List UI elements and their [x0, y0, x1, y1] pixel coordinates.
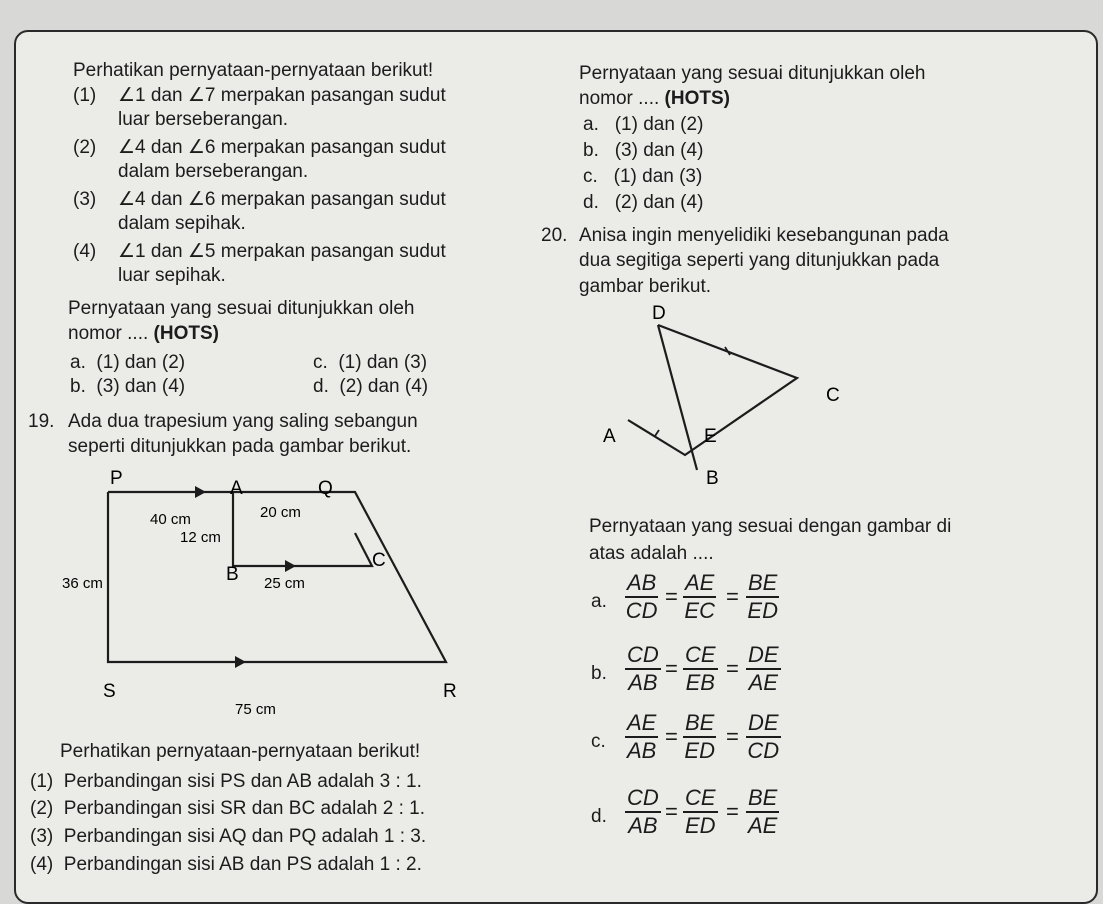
- label-A2: A: [603, 426, 616, 447]
- q19-line1: Ada dua trapesium yang saling sebangun: [68, 411, 418, 432]
- q20-a-frac1: [625, 570, 658, 624]
- len-36: 36 cm: [62, 575, 103, 592]
- q20-d-f2-num: CE: [683, 785, 718, 813]
- q19-stmt-1: [30, 771, 422, 793]
- q20-line3: gambar berikut.: [579, 276, 712, 297]
- label-A: A: [230, 478, 243, 499]
- q19-stmt-4-num: (4): [30, 854, 54, 875]
- q20-a-f3-den: ED: [747, 598, 778, 623]
- q20-c-f3-num: DE: [746, 710, 781, 738]
- right-option-b-text: (3) dan (4): [614, 140, 704, 161]
- q20-d-f3-num: BE: [746, 785, 779, 813]
- q20-c-f1-num: AE: [625, 710, 658, 738]
- equals-sign: =: [726, 656, 739, 681]
- left-stmt-2-num: (2): [73, 137, 97, 158]
- right-question-prefix: nomor ....: [579, 88, 665, 109]
- q20-b-frac3: [746, 642, 781, 696]
- left-question-hots: (HOTS): [153, 323, 219, 344]
- arrow-mark-pq: [195, 486, 206, 498]
- left-intro: Perhatikan pernyataan-pernyataan berikut!: [73, 60, 434, 81]
- q20-b-f2-num: CE: [683, 642, 718, 670]
- q20-b-frac1: [625, 642, 661, 696]
- equals-sign: =: [665, 724, 678, 749]
- q20-d-f3-den: AE: [748, 813, 778, 838]
- q20-c-f2-den: ED: [684, 738, 715, 763]
- q20-d-frac3: [746, 785, 779, 839]
- q20-a-f1-num: AB: [625, 570, 658, 598]
- left-stmt-1-line1: ∠1 dan ∠7 merpakan pasangan sudut: [118, 85, 446, 106]
- q19-stmt-4-text: Perbandingan sisi AB dan PS adalah 1 : 2.: [63, 854, 422, 875]
- q19-intro: Perhatikan pernyataan-pernyataan berikut!: [60, 741, 421, 762]
- left-option-a-letter: a.: [70, 352, 86, 373]
- left-question-line1: Pernyataan yang sesuai ditunjukkan oleh: [68, 298, 415, 319]
- q20-option-b-letter[interactable]: b.: [591, 663, 607, 684]
- q20-option-a-letter[interactable]: a.: [591, 591, 607, 612]
- len-20: 20 cm: [260, 504, 301, 521]
- q19-stmt-3-text: Perbandingan sisi AQ dan PQ adalah 1 : 3.: [63, 826, 427, 847]
- q20-a-f2-den: EC: [684, 598, 715, 623]
- label-Q: Q: [318, 478, 333, 499]
- q20-b-f1-num: CD: [625, 642, 661, 670]
- left-stmt-3-num: (3): [73, 189, 97, 210]
- label-B2: B: [706, 468, 719, 489]
- q20-a-f3-num: BE: [746, 570, 779, 598]
- left-option-c-text: (1) dan (3): [338, 352, 428, 373]
- left-option-d-letter: d.: [313, 376, 329, 397]
- q19-stmt-4: [30, 854, 422, 876]
- left-question-prefix: nomor ....: [68, 323, 154, 344]
- q20-a-f1-den: CD: [625, 598, 658, 623]
- q20-a-frac3: [746, 570, 779, 624]
- q20-b-frac2: [683, 642, 718, 696]
- left-option-b-letter: b.: [70, 376, 86, 397]
- q19-number: 19.: [28, 411, 55, 432]
- left-option-c-letter: c.: [313, 352, 328, 373]
- right-option-c-text: (1) dan (3): [613, 166, 703, 187]
- q19-stmt-2: [30, 798, 425, 820]
- equals-sign: =: [726, 584, 739, 609]
- label-B: B: [226, 564, 239, 585]
- label-C2: C: [826, 385, 840, 406]
- right-option-b-letter: b.: [583, 140, 599, 161]
- q19-stmt-2-num: (2): [30, 798, 54, 819]
- q20-question-line2: atas adalah ....: [589, 543, 714, 564]
- q19-stmt-3: [30, 826, 426, 848]
- q20-c-frac1: [625, 710, 658, 764]
- left-stmt-2-line2: dalam berseberangan.: [118, 161, 309, 182]
- inner-trapezoid: [233, 492, 372, 566]
- q20-triangle-figure: [570, 290, 870, 490]
- len-12: 12 cm: [180, 529, 221, 546]
- q20-c-f1-den: AB: [627, 738, 657, 763]
- right-option-d-text: (2) dan (4): [614, 192, 704, 213]
- q20-number: 20.: [541, 225, 568, 246]
- q20-a-frac2: [683, 570, 716, 624]
- right-option-a-text: (1) dan (2): [614, 114, 704, 135]
- q20-option-d-letter[interactable]: d.: [591, 806, 607, 827]
- right-option-d-letter: d.: [583, 192, 599, 213]
- right-option-c-letter: c.: [583, 166, 598, 187]
- equals-sign: =: [665, 656, 678, 681]
- label-R: R: [443, 681, 457, 702]
- len-25: 25 cm: [264, 575, 305, 592]
- left-stmt-4-line2: luar sepihak.: [118, 265, 226, 286]
- equals-sign: =: [726, 799, 739, 824]
- q20-b-f3-num: DE: [746, 642, 781, 670]
- label-P: P: [110, 468, 123, 489]
- q20-c-f2-num: BE: [683, 710, 716, 738]
- q20-d-f1-num: CD: [625, 785, 661, 813]
- q20-line2: dua segitiga seperti yang ditunjukkan pada: [579, 250, 940, 271]
- q20-b-f2-den: EB: [685, 670, 715, 695]
- q19-stmt-3-num: (3): [30, 826, 54, 847]
- equals-sign: =: [665, 799, 678, 824]
- len-40: 40 cm: [150, 511, 191, 528]
- left-stmt-1-line2: luar berseberangan.: [118, 109, 289, 130]
- q20-line1: Anisa ingin menyelidiki kesebangunan pada: [579, 225, 949, 246]
- label-S: S: [103, 681, 116, 702]
- left-option-a-text: (1) dan (2): [96, 352, 186, 373]
- q19-stmt-1-num: (1): [30, 771, 54, 792]
- right-option-a-letter: a.: [583, 114, 599, 135]
- q20-c-frac2: [683, 710, 716, 764]
- q20-a-f2-num: AE: [683, 570, 716, 598]
- q19-stmt-2-text: Perbandingan sisi SR dan BC adalah 2 : 1.: [63, 798, 426, 819]
- label-E: E: [704, 426, 717, 447]
- left-option-b-text: (3) dan (4): [96, 376, 186, 397]
- q20-question-line1: Pernyataan yang sesuai dengan gambar di: [589, 516, 952, 537]
- line-db: [658, 325, 697, 470]
- q20-d-f2-den: ED: [685, 813, 716, 838]
- left-stmt-2-line1: ∠4 dan ∠6 merpakan pasangan sudut: [118, 137, 446, 158]
- right-question-hots: (HOTS): [664, 88, 730, 109]
- left-stmt-3-line2: dalam sepihak.: [118, 213, 246, 234]
- label-D: D: [652, 303, 666, 324]
- right-option-b[interactable]: [583, 140, 703, 162]
- q20-d-frac1: [625, 785, 661, 839]
- right-option-c[interactable]: [583, 166, 702, 188]
- q20-d-frac2: [683, 785, 718, 839]
- right-option-d[interactable]: [583, 192, 703, 214]
- right-question-line1: Pernyataan yang sesuai ditunjukkan oleh: [579, 63, 926, 84]
- tick-ae: [655, 430, 659, 436]
- equals-sign: =: [665, 584, 678, 609]
- right-option-a[interactable]: [583, 114, 703, 136]
- q20-option-c-letter[interactable]: c.: [591, 731, 606, 752]
- q20-d-f1-den: AB: [628, 813, 658, 838]
- label-C: C: [372, 550, 386, 571]
- q20-c-f3-den: CD: [747, 738, 780, 763]
- equals-sign: =: [726, 724, 739, 749]
- q19-stmt-1-text: Perbandingan sisi PS dan AB adalah 3 : 1.: [63, 771, 422, 792]
- left-stmt-3-line1: ∠4 dan ∠6 merpakan pasangan sudut: [118, 189, 446, 210]
- len-75: 75 cm: [235, 701, 276, 718]
- left-option-d-text: (2) dan (4): [339, 376, 429, 397]
- left-stmt-1-num: (1): [73, 85, 97, 106]
- q20-b-f3-den: AE: [748, 670, 778, 695]
- right-question-line2: [579, 88, 730, 110]
- q19-line2: seperti ditunjukkan pada gambar berikut.: [68, 436, 412, 457]
- left-stmt-4-num: (4): [73, 241, 97, 262]
- arrow-mark-bc: [285, 560, 296, 572]
- arrow-mark-sr: [235, 656, 246, 668]
- q20-b-f1-den: AB: [628, 670, 658, 695]
- left-stmt-4-line1: ∠1 dan ∠5 merpakan pasangan sudut: [118, 241, 446, 262]
- q20-c-frac3: [746, 710, 781, 764]
